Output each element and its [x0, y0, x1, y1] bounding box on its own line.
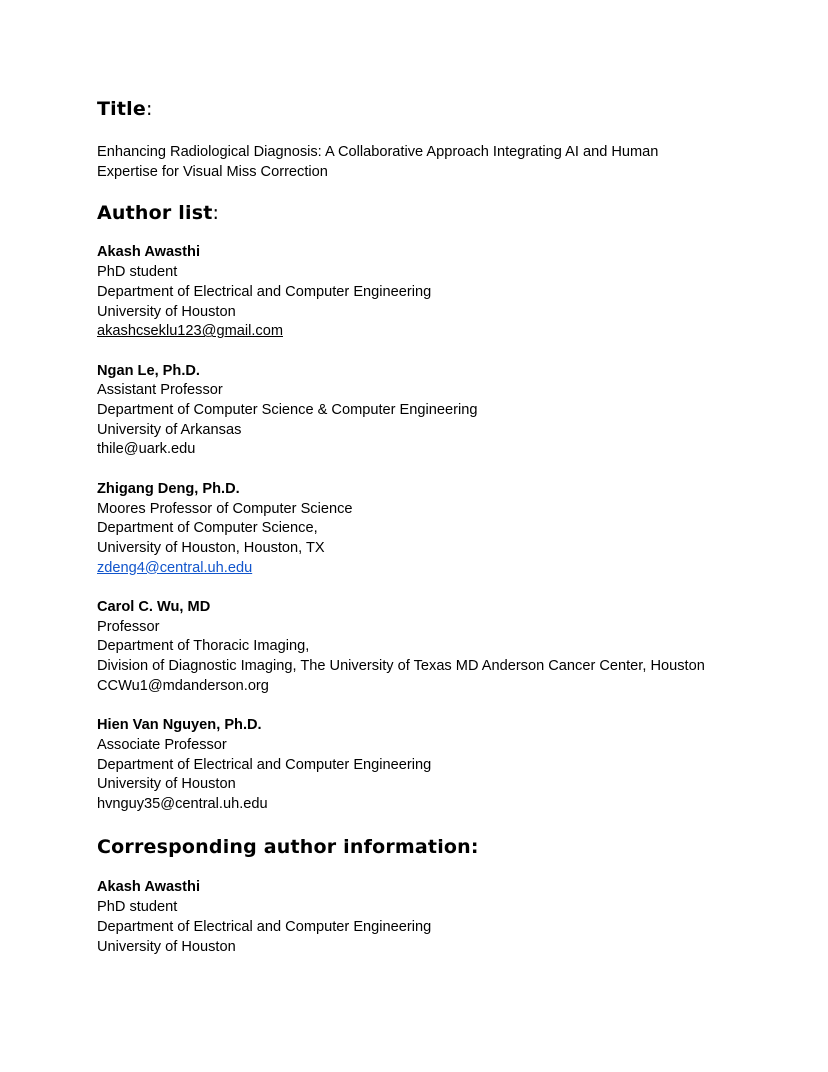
author-department: Department of Computer Science & Computer Engineering [97, 402, 478, 419]
paper-title-line: Enhancing Radiological Diagnosis: A Collaborative Approach Integrating AI and Human [97, 144, 659, 160]
author-position: Assistant Professor [97, 382, 223, 399]
author-name: Ngan Le, Ph.D. [97, 362, 200, 379]
title-heading [97, 96, 797, 122]
author-entry [97, 716, 797, 815]
author-department: Department of Electrical and Computer Engineering [97, 283, 432, 300]
author-list-heading-colon: : [212, 202, 220, 225]
author-email: hvnguy35@central.uh.edu [97, 796, 268, 813]
author-name: Zhigang Deng, Ph.D. [97, 480, 240, 497]
author-name: Akash Awasthi [97, 244, 201, 261]
author-position: Associate Professor [97, 736, 227, 753]
author-entry [97, 243, 797, 342]
title-heading-label: Title [97, 98, 146, 120]
author-position: PhD student [97, 264, 178, 281]
author-department: Department of Electrical and Computer Engineering [97, 756, 432, 773]
author-list-heading-label: Author list [97, 202, 213, 225]
author-position: Professor [97, 618, 160, 635]
author-institution: University of Houston [97, 303, 236, 320]
author-institution: University of Arkansas [97, 421, 242, 438]
author-list [97, 243, 797, 814]
author-entry [97, 362, 797, 461]
corresponding-author [97, 878, 797, 957]
document-page [97, 96, 797, 977]
author-department: Department of Thoracic Imaging, [97, 638, 310, 655]
author-list-heading [97, 200, 797, 226]
paper-title-line: Expertise for Visual Miss Correction [97, 163, 328, 180]
author-department: Department of Computer Science, [97, 520, 318, 537]
author-name: Hien Van Nguyen, Ph.D. [97, 717, 262, 734]
author-email-link[interactable]: zdeng4@central.uh.edu [97, 559, 253, 576]
author-name: Akash Awasthi [97, 879, 201, 896]
author-entry [97, 878, 797, 957]
author-institution: Division of Diagnostic Imaging, The University of Texas MD Anderson Cancer Center, Houston [97, 658, 705, 675]
author-email: CCWu1@mdanderson.org [97, 677, 269, 694]
author-name: Carol C. Wu, MD [97, 599, 211, 616]
author-email: thile@uark.edu [97, 441, 196, 458]
author-email-link[interactable]: akashcseklu123@gmail.com [97, 323, 283, 340]
title-heading-colon: : [145, 98, 153, 120]
author-institution: University of Houston [97, 938, 236, 955]
author-entry [97, 480, 797, 579]
author-institution: University of Houston [97, 776, 236, 793]
author-entry [97, 598, 797, 697]
author-department: Department of Electrical and Computer Engineering [97, 918, 432, 935]
paper-title [97, 143, 717, 182]
author-position: PhD student [97, 899, 178, 916]
author-institution: University of Houston, Houston, TX [97, 539, 325, 556]
corresponding-author-heading: Corresponding author information: [97, 836, 479, 859]
author-position: Moores Professor of Computer Science [97, 500, 353, 517]
